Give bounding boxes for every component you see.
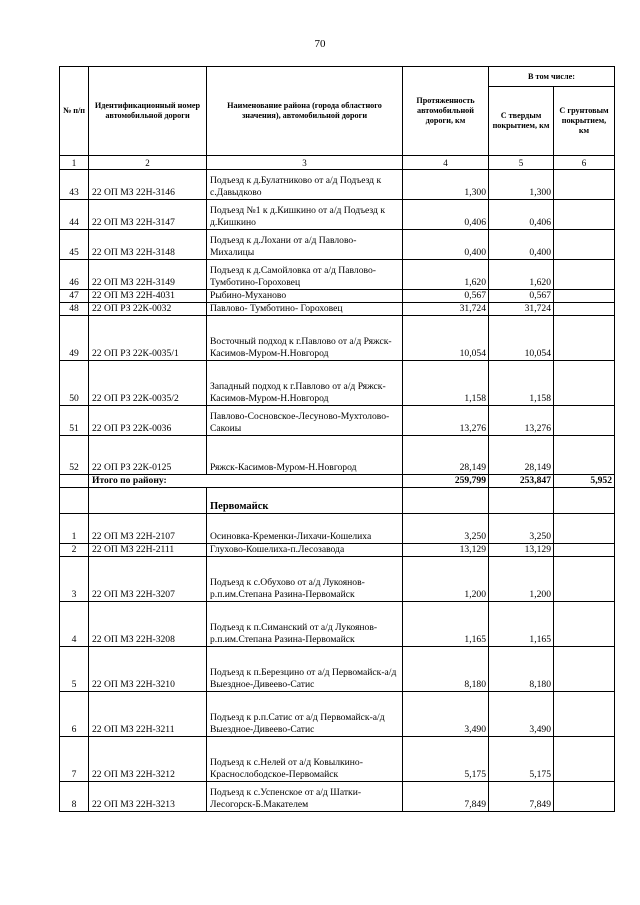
road-name: Подъезд №1 к д.Кишкино от а/д Подъезд к д.Кишкино bbox=[207, 200, 403, 230]
road-length: 13,276 bbox=[403, 406, 489, 436]
road-hard-length: 5,175 bbox=[489, 737, 554, 782]
header-soft: С грунтовым покрытием, км bbox=[554, 87, 615, 156]
road-id: 22 ОП РЗ 22К-0125 bbox=[89, 436, 207, 475]
road-id: 22 ОП МЗ 22Н-3207 bbox=[89, 557, 207, 602]
row-number: 1 bbox=[60, 514, 89, 544]
road-hard-length: 0,567 bbox=[489, 290, 554, 303]
table-row bbox=[60, 692, 615, 737]
road-hard-length: 1,620 bbox=[489, 260, 554, 290]
table-row bbox=[60, 737, 615, 782]
table-row bbox=[60, 316, 615, 361]
road-soft-length bbox=[554, 230, 615, 260]
table-row bbox=[60, 303, 615, 316]
header-name: Наименование района (города областного значения), автомобильной дороги bbox=[207, 67, 403, 156]
table-row bbox=[60, 230, 615, 260]
road-length: 0,406 bbox=[403, 200, 489, 230]
total-soft: 5,952 bbox=[554, 475, 615, 488]
road-id: 22 ОП МЗ 22Н-3211 bbox=[89, 692, 207, 737]
row-number: 46 bbox=[60, 260, 89, 290]
row-number: 4 bbox=[60, 602, 89, 647]
road-soft-length bbox=[554, 316, 615, 361]
road-id: 22 ОП МЗ 22Н-3146 bbox=[89, 170, 207, 200]
road-hard-length: 0,406 bbox=[489, 200, 554, 230]
road-soft-length bbox=[554, 737, 615, 782]
header-id: Идентификационный номер автомобильной дороги bbox=[89, 67, 207, 156]
road-hard-length: 13,276 bbox=[489, 406, 554, 436]
header-hard: С твердым покрытием, км bbox=[489, 87, 554, 156]
index-cell: 5 bbox=[489, 156, 554, 170]
road-length: 0,567 bbox=[403, 290, 489, 303]
road-name: Западный подход к г.Павлово от а/д Ряжск-Касимов-Муром-Н.Новгород bbox=[207, 361, 403, 406]
table-row bbox=[60, 406, 615, 436]
table-row bbox=[60, 514, 615, 544]
header-group: В том числе: bbox=[489, 67, 615, 87]
header-length: Протяженность автомобильной дороги, км bbox=[403, 67, 489, 156]
row-number: 8 bbox=[60, 782, 89, 812]
row-number: 51 bbox=[60, 406, 89, 436]
road-soft-length bbox=[554, 647, 615, 692]
index-cell: 6 bbox=[554, 156, 615, 170]
road-length: 1,165 bbox=[403, 602, 489, 647]
road-soft-length bbox=[554, 514, 615, 544]
road-hard-length: 1,300 bbox=[489, 170, 554, 200]
road-name: Подъезд к с.Успенское от а/д Шатки-Лесогорск-Б.Макателем bbox=[207, 782, 403, 812]
road-length: 1,300 bbox=[403, 170, 489, 200]
road-hard-length: 31,724 bbox=[489, 303, 554, 316]
road-hard-length: 1,200 bbox=[489, 557, 554, 602]
table-row bbox=[60, 200, 615, 230]
road-hard-length: 1,158 bbox=[489, 361, 554, 406]
road-id: 22 ОП МЗ 22Н-2107 bbox=[89, 514, 207, 544]
table-row bbox=[60, 170, 615, 200]
section-title: Первомайск bbox=[207, 488, 403, 514]
total-row bbox=[60, 475, 615, 488]
road-hard-length: 0,400 bbox=[489, 230, 554, 260]
road-id: 22 ОП МЗ 22Н-3210 bbox=[89, 647, 207, 692]
road-id: 22 ОП МЗ 22Н-4031 bbox=[89, 290, 207, 303]
road-hard-length: 3,250 bbox=[489, 514, 554, 544]
header-number: № п/п bbox=[60, 67, 89, 156]
road-name: Ряжск-Касимов-Муром-Н.Новгород bbox=[207, 436, 403, 475]
table-row bbox=[60, 544, 615, 557]
row-number: 49 bbox=[60, 316, 89, 361]
road-name: Подъезд к с.Обухово от а/д Лукоянов-р.п.им.Степана Разина-Первомайск bbox=[207, 557, 403, 602]
table-row bbox=[60, 260, 615, 290]
row-number: 3 bbox=[60, 557, 89, 602]
road-name: Подъезд к р.п.Сатис от а/д Первомайск-а/д Выездное-Дивеево-Сатис bbox=[207, 692, 403, 737]
table-row bbox=[60, 647, 615, 692]
road-hard-length: 7,849 bbox=[489, 782, 554, 812]
road-soft-length bbox=[554, 602, 615, 647]
road-id: 22 ОП РЗ 22К-0035/2 bbox=[89, 361, 207, 406]
road-id: 22 ОП МЗ 22Н-2111 bbox=[89, 544, 207, 557]
road-length: 1,158 bbox=[403, 361, 489, 406]
table-row bbox=[60, 361, 615, 406]
row-number: 47 bbox=[60, 290, 89, 303]
road-soft-length bbox=[554, 200, 615, 230]
road-hard-length: 10,054 bbox=[489, 316, 554, 361]
road-hard-length: 1,165 bbox=[489, 602, 554, 647]
road-length: 31,724 bbox=[403, 303, 489, 316]
road-id: 22 ОП РЗ 22К-0036 bbox=[89, 406, 207, 436]
roads-table bbox=[59, 66, 615, 812]
table-row bbox=[60, 602, 615, 647]
row-number: 50 bbox=[60, 361, 89, 406]
total-hard: 253,847 bbox=[489, 475, 554, 488]
road-soft-length bbox=[554, 303, 615, 316]
road-soft-length bbox=[554, 260, 615, 290]
road-id: 22 ОП МЗ 22Н-3148 bbox=[89, 230, 207, 260]
row-number: 5 bbox=[60, 647, 89, 692]
table-row bbox=[60, 782, 615, 812]
table-row bbox=[60, 436, 615, 475]
road-soft-length bbox=[554, 361, 615, 406]
index-cell: 3 bbox=[207, 156, 403, 170]
road-length: 28,149 bbox=[403, 436, 489, 475]
row-number: 52 bbox=[60, 436, 89, 475]
table-row bbox=[60, 290, 615, 303]
row-number: 45 bbox=[60, 230, 89, 260]
road-length: 10,054 bbox=[403, 316, 489, 361]
road-soft-length bbox=[554, 436, 615, 475]
road-id: 22 ОП МЗ 22Н-3212 bbox=[89, 737, 207, 782]
road-hard-length: 13,129 bbox=[489, 544, 554, 557]
table-row bbox=[60, 557, 615, 602]
road-hard-length: 8,180 bbox=[489, 647, 554, 692]
road-name: Павлово-Сосновское-Лесуново-Мухтолово-Сакоиы bbox=[207, 406, 403, 436]
road-id: 22 ОП РЗ 22К-0032 bbox=[89, 303, 207, 316]
road-name: Восточный подход к г.Павлово от а/д Ряжск-Касимов-Муром-Н.Новгород bbox=[207, 316, 403, 361]
road-name: Осиновка-Кременки-Лихачи-Кошелиха bbox=[207, 514, 403, 544]
road-name: Подъезд к п.Симанский от а/д Лукоянов-р.п.им.Степана Разина-Первомайск bbox=[207, 602, 403, 647]
road-name: Подъезд к с.Нелей от а/д Ковылкино-Краснослободское-Первомайск bbox=[207, 737, 403, 782]
total-length: 259,799 bbox=[403, 475, 489, 488]
index-cell: 4 bbox=[403, 156, 489, 170]
road-name: Подъезд к д.Самойловка от а/д Павлово-Тумботино-Гороховец bbox=[207, 260, 403, 290]
row-number: 6 bbox=[60, 692, 89, 737]
row-number: 48 bbox=[60, 303, 89, 316]
road-id: 22 ОП МЗ 22Н-3147 bbox=[89, 200, 207, 230]
road-soft-length bbox=[554, 170, 615, 200]
row-number: 7 bbox=[60, 737, 89, 782]
road-length: 3,250 bbox=[403, 514, 489, 544]
section-row bbox=[60, 488, 615, 514]
page-number: 70 bbox=[314, 38, 326, 50]
column-index-row bbox=[60, 156, 615, 170]
road-soft-length bbox=[554, 782, 615, 812]
road-soft-length bbox=[554, 544, 615, 557]
road-name: Подъезд к д.Булатниково от а/д Подъезд к с.Давыдково bbox=[207, 170, 403, 200]
road-name: Глухово-Кошелиха-п.Лесозавода bbox=[207, 544, 403, 557]
road-soft-length bbox=[554, 557, 615, 602]
total-label: Итого по району: bbox=[89, 475, 403, 488]
road-length: 3,490 bbox=[403, 692, 489, 737]
road-id: 22 ОП МЗ 22Н-3149 bbox=[89, 260, 207, 290]
row-number: 43 bbox=[60, 170, 89, 200]
road-soft-length bbox=[554, 290, 615, 303]
road-hard-length: 3,490 bbox=[489, 692, 554, 737]
road-soft-length bbox=[554, 692, 615, 737]
row-number: 2 bbox=[60, 544, 89, 557]
road-length: 13,129 bbox=[403, 544, 489, 557]
road-name: Павлово- Тумботино- Гороховец bbox=[207, 303, 403, 316]
index-cell: 1 bbox=[60, 156, 89, 170]
road-length: 1,200 bbox=[403, 557, 489, 602]
road-id: 22 ОП МЗ 22Н-3208 bbox=[89, 602, 207, 647]
row-number: 44 bbox=[60, 200, 89, 230]
road-length: 0,400 bbox=[403, 230, 489, 260]
index-cell: 2 bbox=[89, 156, 207, 170]
road-soft-length bbox=[554, 406, 615, 436]
road-length: 7,849 bbox=[403, 782, 489, 812]
road-name: Подъезд к д.Лохани от а/д Павлово-Михалицы bbox=[207, 230, 403, 260]
road-id: 22 ОП МЗ 22Н-3213 bbox=[89, 782, 207, 812]
road-length: 8,180 bbox=[403, 647, 489, 692]
road-name: Рыбино-Муханово bbox=[207, 290, 403, 303]
road-hard-length: 28,149 bbox=[489, 436, 554, 475]
road-length: 1,620 bbox=[403, 260, 489, 290]
road-length: 5,175 bbox=[403, 737, 489, 782]
road-id: 22 ОП РЗ 22К-0035/1 bbox=[89, 316, 207, 361]
road-name: Подъезд к п.Березцино от а/д Первомайск-а/д Выездное-Дивеево-Сатис bbox=[207, 647, 403, 692]
